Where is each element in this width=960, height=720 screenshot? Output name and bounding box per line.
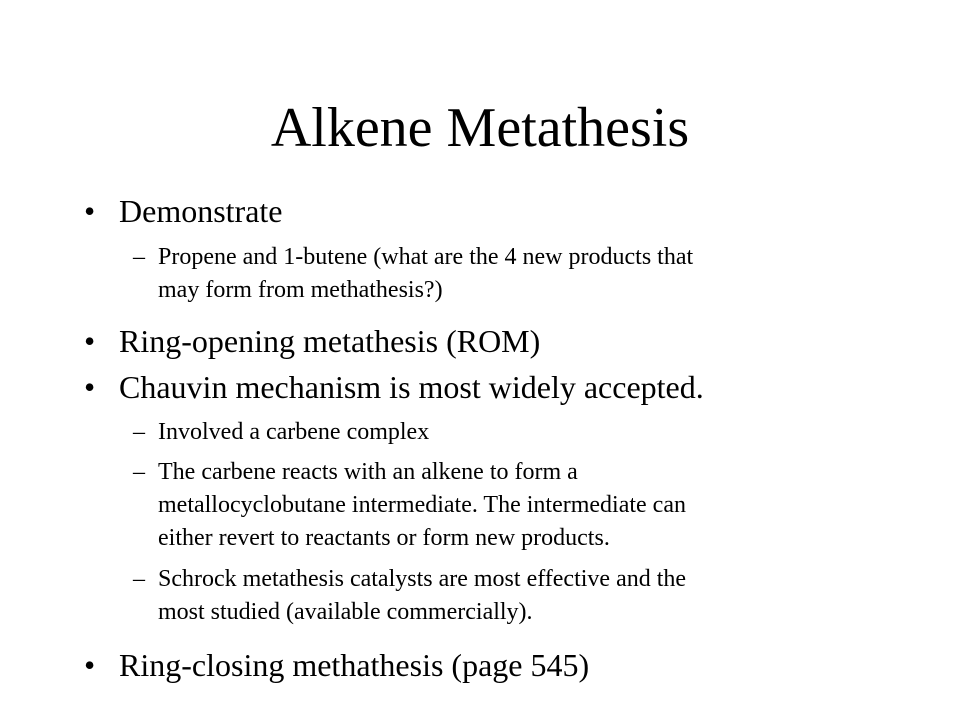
dash-marker: –	[133, 459, 145, 485]
bullet-text: Chauvin mechanism is most widely accepted.	[119, 369, 704, 405]
bullet-marker: •	[84, 193, 96, 229]
bullet-text: Ring-closing methathesis (page 545)	[119, 647, 590, 683]
bullet-text: Demonstrate	[119, 193, 283, 229]
dash-marker: –	[133, 244, 145, 270]
sub-bullet-text: Schrock metathesis catalysts are most effective and the most studied (available commercially).	[158, 566, 687, 625]
bullet-text: Ring-opening metathesis (ROM)	[119, 323, 541, 359]
bullet-marker: •	[84, 369, 96, 405]
bullet-marker: •	[84, 323, 96, 359]
sub-bullet-text: The carbene reacts with an alkene to form a metallocyclobutane intermediate. The intermediate can either revert to reactants or form new products.	[158, 459, 686, 551]
dash-marker: –	[133, 419, 145, 445]
slide-title: Alkene Metathesis	[270, 97, 690, 159]
dash-marker: –	[133, 566, 145, 592]
sub-bullet-text: Propene and 1-butene (what are the 4 new products that may form from methathesis?)	[158, 244, 694, 303]
bullet-marker: •	[84, 647, 96, 683]
sub-bullet-text: Involved a carbene complex	[158, 419, 430, 445]
